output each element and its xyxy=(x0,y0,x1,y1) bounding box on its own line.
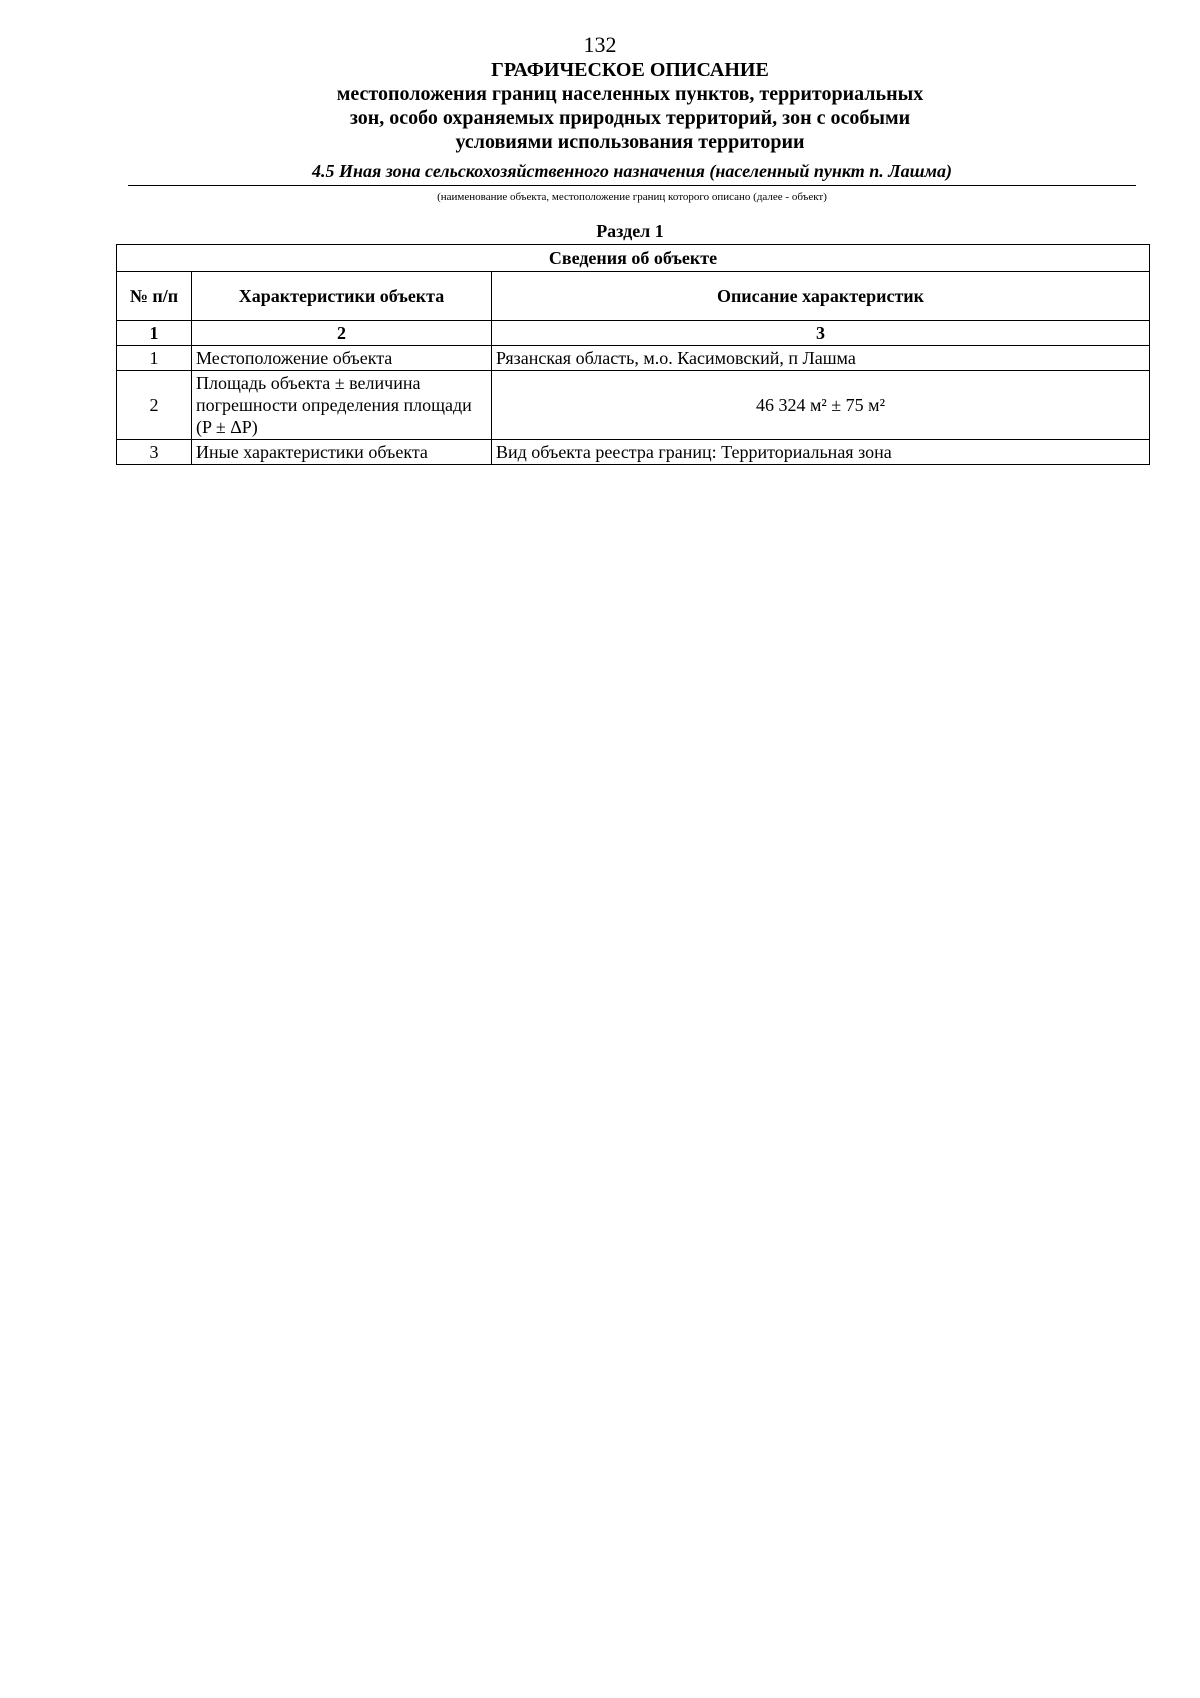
document-title xyxy=(0,58,1200,154)
row-number: 2 xyxy=(117,371,192,440)
document-title-line-4: условиями использования территории xyxy=(455,131,805,153)
section-title: Раздел 1 xyxy=(596,221,664,241)
table-header-row xyxy=(117,272,1150,321)
object-name-caption: (наименование объекта, местоположение границ которого описано (далее - объект) xyxy=(437,191,827,203)
row-description: 46 324 м² ± 75 м² xyxy=(492,371,1150,440)
row-description: Рязанская область, м.о. Касимовский, п Лашма xyxy=(492,346,1150,371)
row-number: 1 xyxy=(117,346,192,371)
table-row xyxy=(117,440,1150,465)
object-info-table xyxy=(116,244,1150,465)
row-characteristic: Площадь объекта ± величина погрешности определения площади (P ± ΔP) xyxy=(192,371,492,440)
header-description: Описание характеристик xyxy=(492,272,1150,321)
header-characteristic: Характеристики объекта xyxy=(192,272,492,321)
document-title-line-2: местоположения границ населенных пунктов, территориальных xyxy=(336,83,924,105)
row-characteristic: Местоположение объекта xyxy=(192,346,492,371)
column-number: 2 xyxy=(192,321,492,346)
document-title-line-1: ГРАФИЧЕСКОЕ ОПИСАНИЕ xyxy=(491,59,769,81)
page-number: 132 xyxy=(583,32,617,57)
table-caption: Сведения об объекте xyxy=(117,245,1150,272)
column-number: 3 xyxy=(492,321,1150,346)
table-row xyxy=(117,371,1150,440)
row-number: 3 xyxy=(117,440,192,465)
row-characteristic: Иные характеристики объекта xyxy=(192,440,492,465)
header-number: № п/п xyxy=(117,272,192,321)
table-caption-row xyxy=(117,245,1150,272)
table-row xyxy=(117,346,1150,371)
document-title-line-3: зон, особо охраняемых природных территорий, зон с особыми xyxy=(349,107,911,129)
row-description: Вид объекта реестра границ: Территориальная зона xyxy=(492,440,1150,465)
column-number: 1 xyxy=(117,321,192,346)
object-name: 4.5 Иная зона сельскохозяйственного назначения (населенный пункт п. Лашма) xyxy=(128,161,1136,186)
column-number-row xyxy=(117,321,1150,346)
